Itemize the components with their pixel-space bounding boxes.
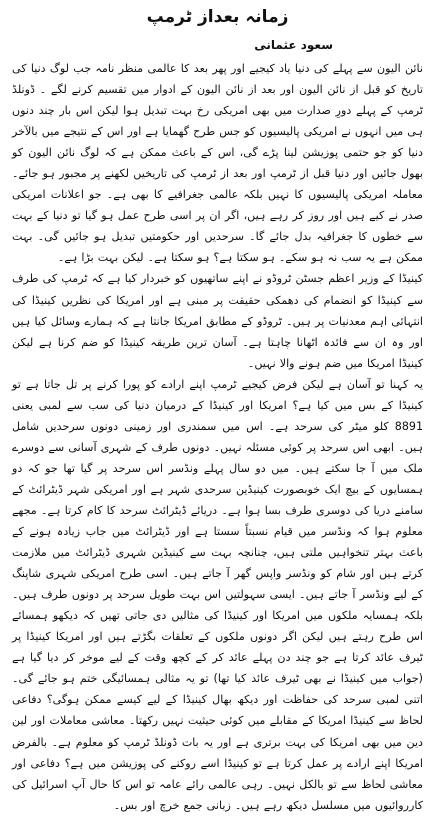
column-title: زمانہ بعداز ٹرمپ [146, 7, 289, 27]
paragraph-1: نائن الیون سے پہلے کی دنیا یاد کیجیے اور پھر بعد کا عالمی منظر نامہ جب لوگ دنیا کی تاریخ کو قبل از نائن الیون اور بعد از نائن الیون کے ادوار میں تقسیم کرنے لگے ۔ ڈونلڈ ٹرمپ کے پہلے دورِ صدارت میں بھی امریکی رخ بہت تبدیل ہوا لیکن اس بار چند دنوں ہی میں انہوں نے امریکی پالیسیوں کو جس طرح گھمایا ہے اور اس کے نتیجے میں بالآخر دنیا کو جو حتمی پوزیشن لینا پڑے گی، اس کے باعث ممکن ہے کہ لوگ نائن الیون کو بھول جائیں اور دنیا قبل از ٹرمپ اور بعد از ٹرمپ کی تاریخیں لکھنے پر مجبور ہو جائے۔ معاملہ امریکی پالیسیوں کا نہیں بلکہ عالمی جغرافیے کا بھی ہے۔ جو اعلانات امریکی صدر نے کیے ہیں اور روز کر رہے ہیں، اگر ان پر اسی طرح عمل ہو گیا تو دنیا کے بہت سے خطوں کا جغرافیہ بدل جائے گا۔ سرحدیں اور حکومتیں تبدیل ہو جائیں گی۔ بہت ممکن ہے یہ سب نہ ہو سکے۔ ہو سکتا ہے؟ ہو سکتا ہے۔ لیکن بہت بڑا ہے۔ [12, 62, 423, 265]
paragraph-3: یہ کہنا تو آسان ہے لیکن فرض کیجیے ٹرمپ اپنے ارادے کو پورا کرنے پر تل جاتا ہے تو کینیڈا کے بس میں کیا ہے؟ امریکا اور کینیڈا کے درمیان دنیا کی سب سے لمبی یعنی 8891 کلو میٹر کی سرحد ہے۔ اس میں سمندری اور زمینی دونوں سرحدیں شامل ہیں۔ ابھی اس سرحد پر کوئی مسئلہ نہیں۔ دونوں طرف کے شہری آسانی سے دوسرے ملک میں آ جا سکتے ہیں۔ میں دو سال پہلے ونڈسر اس سرحد پر گیا تھا جو کہ دو ہمسایوں کے بیچ ایک خوبصورت کینیڈین سرحدی شہر ہے اور امریکی شہر ڈیٹرائٹ کے سامنے دریا کی دوسری طرف بسا ہوا ہے۔ دریائے ڈیٹرائٹ سرحد کا کام کرتا ہے۔ مجھے معلوم ہوا کہ ونڈسر میں قیام نسبتاً سستا ہے اور ڈیٹرائٹ میں جاب زیادہ ہونے کے باعث بہتر تنخواہیں ملتی ہیں، چنانچہ بہت سے کینیڈین شہری ڈیٹرائٹ میں ملازمت کرتے ہیں اور شام کو ونڈسر واپس گھر آ جاتے ہیں۔ اسی طرح امریکی شہری شاپنگ کے لیے ونڈسر آ جاتے ہیں۔ ایسی سہولتیں اس بہت طویل سرحد پر دونوں طرف ہیں۔ بلکہ ہمسایہ ملکوں میں امریکا اور کینیڈا کی مثالیں دی جاتی تھیں کہ دیکھو ہمسائے اس طرح رہتے ہیں لیکن اگر دونوں ملکوں کے تعلقات بگڑتے ہیں اور امریکا کینیڈا پر ٹیرف عائد کرتا ہے جو چند دن پہلے عائد کر کے کچھ وقت کے لیے موخر کر دیا گیا ہے (جواب میں کینیڈا نے بھی ٹیرف عائد کیا تھا) تو یہ مثالی ہمسائیگی ختم ہو جائے گی۔ اتنی لمبی سرحد کی حفاظت اور دیکھ بھال کینیڈا کے لیے کیسے ممکن ہوگی؟ دفاعی لحاظ سے کینیڈا امریکا کے مقابلے میں کوئی حیثیت نہیں رکھتا۔ معاشی معاملات اور لین دین میں بھی امریکا کی بہت برتری ہے اور یہ بات ڈونلڈ ٹرمپ کو معلوم ہے۔ بالفرض امریکا اپنے ارادے پر عمل کرتا ہے تو کینیڈا اسے روکنے کی پوزیشن میں ہے؟ دفاعی اور معاشی لحاظ سے تو بالکل نہیں۔ رہی عالمی رائے عامہ تو اس کا حال آپ اسرائیل کی کارروائیوں میں مسلسل دیکھ رہے ہیں۔ زبانی جمع خرچ اور بس۔ [12, 377, 423, 812]
author-byline: سعود عثمانی [254, 38, 333, 52]
paragraph-2: کینیڈا کے وزیر اعظم جسٹن ٹروڈو نے اپنے ساتھیوں کو خبردار کیا ہے کہ ٹرمپ کی طرف سے کینیڈا کو انضمام کی دھمکی حقیقت پر مبنی ہے اور امریکا کی نظریں کینیڈا کی انتہائی اہم معدنیات پر ہیں۔ ٹروڈو کے مطابق امریکا جانتا ہے کہ ہمارے وسائل کیا ہیں اور وہ ان سے فائدہ اٹھانا چاہتا ہے۔ آسان ترین طریقہ کینیڈا کو ضم کرنا ہے لیکن کینیڈا امریکا میں ضم ہونے والا نہیں۔ [12, 272, 423, 370]
